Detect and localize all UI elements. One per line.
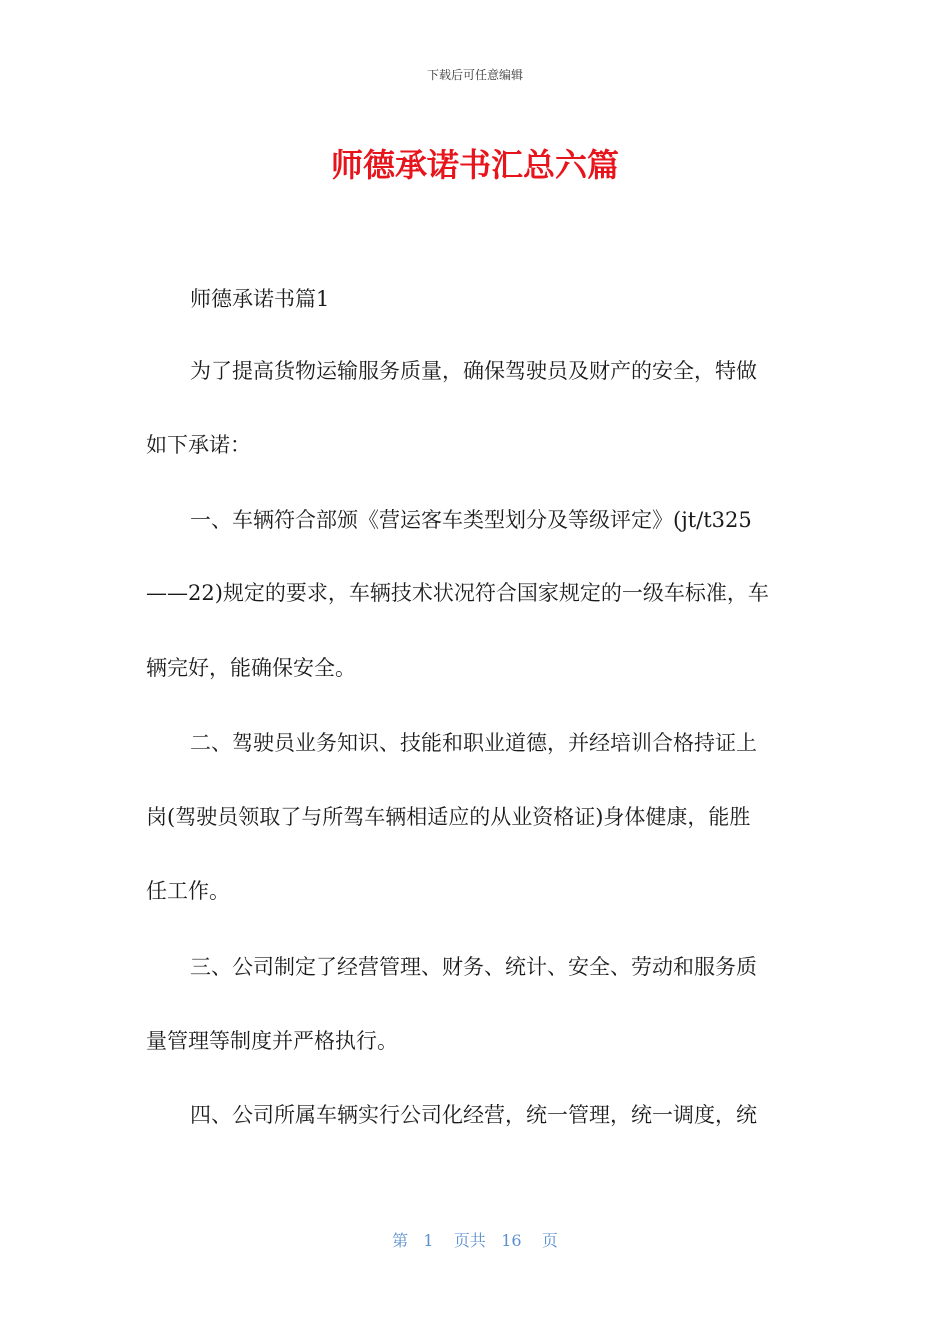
current-page-number: 1: [423, 1231, 434, 1250]
paragraph-line: ——22)规定的要求，车辆技术状况符合国家规定的一级车标准，车: [146, 581, 769, 605]
paragraph-line: 四、公司所属车辆实行公司化经营，统一管理，统一调度，统: [190, 1103, 757, 1127]
header-note: 下载后可任意编辑: [426, 68, 523, 82]
paragraph-line: 一、车辆符合部颁《营运客车类型划分及等级评定》(jt/t325: [190, 508, 752, 532]
paragraph-line: 如下承诺：: [146, 433, 251, 457]
page-label-suffix: 页: [541, 1231, 558, 1250]
paragraph-line: 三、公司制定了经营管理、财务、统计、安全、劳动和服务质: [190, 955, 757, 979]
paragraph-line: 二、驾驶员业务知识、技能和职业道德，并经培训合格持证上: [190, 731, 757, 755]
paragraph-line: 为了提高货物运输服务质量，确保驾驶员及财产的安全，特做: [190, 359, 757, 383]
page-footer: [0, 1228, 950, 1251]
paragraph-line: 辆完好，能确保安全。: [146, 656, 356, 680]
page-label-middle: 页共: [453, 1231, 486, 1250]
paragraph-line: 任工作。: [146, 879, 230, 903]
total-pages-number: 16: [501, 1231, 522, 1250]
section-heading: 师德承诺书篇1: [190, 287, 330, 311]
document-title: 师德承诺书汇总六篇: [330, 146, 619, 184]
paragraph-line: 量管理等制度并严格执行。: [146, 1029, 398, 1053]
paragraph-line: 岗(驾驶员领取了与所驾车辆相适应的从业资格证)身体健康，能胜: [146, 805, 751, 829]
page-label-prefix: 第: [392, 1231, 409, 1250]
